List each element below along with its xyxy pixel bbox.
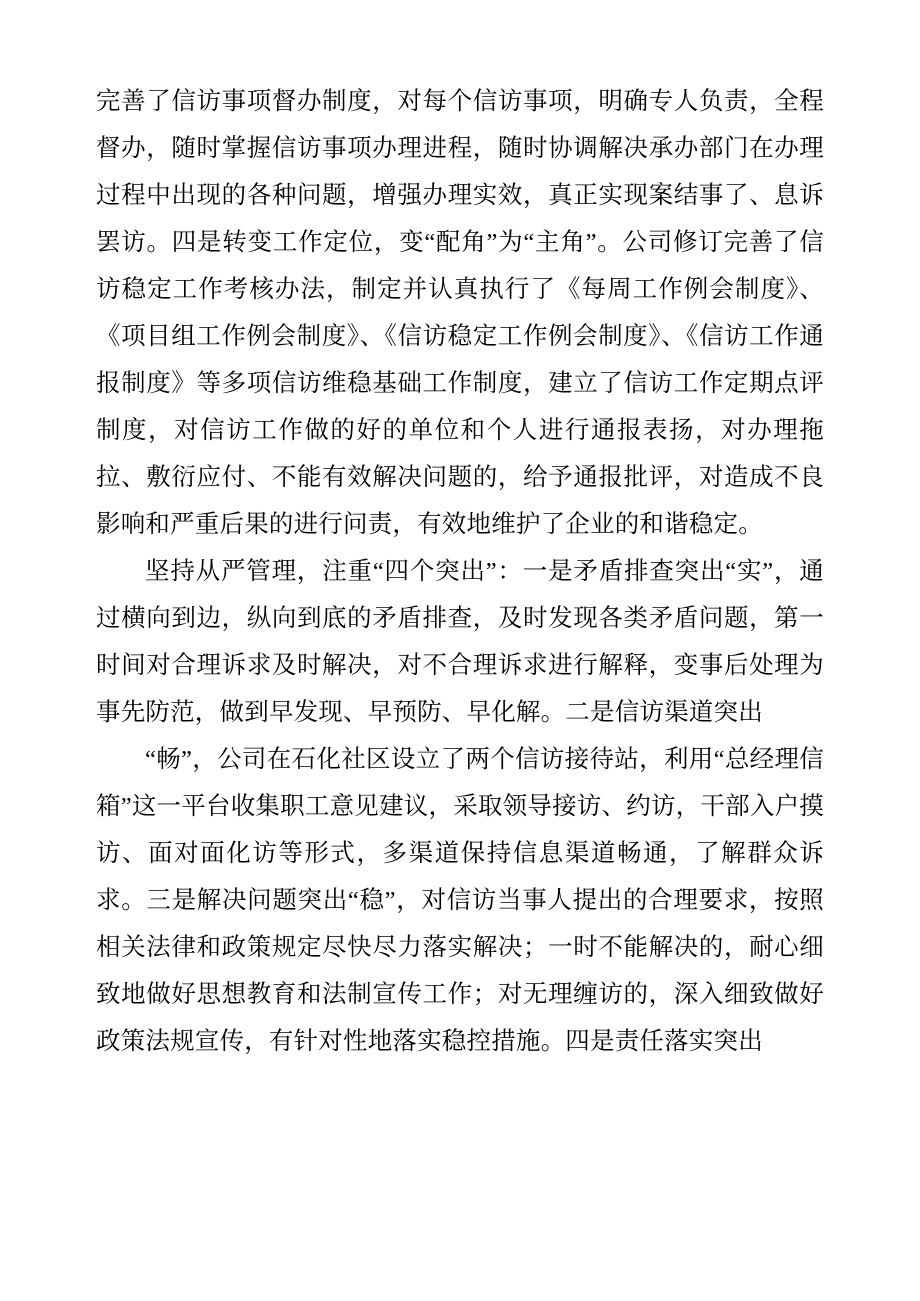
paragraph-2: 坚持从严管理，注重“四个突出”：一是矛盾排查突出“实”，通过横向到边，纵向到底的矛盾排查，及时发现各类矛盾问题，第一时间对合理诉求及时解决，对不合理诉求进行解释，变事后处理为事先防范，做到早发现、早预防、早化解。二是信访渠道突出: [96, 558, 824, 726]
paragraph-1: 完善了信访事项督办制度，对每个信访事项，明确专人负责，全程督办，随时掌握信访事项办理进程，随时协调解决承办部门在办理过程中出现的各种问题，增强办理实效，真正实现案结事了、息诉罢访。四是转变工作定位，变“配角”为“主角”。公司修订完善了信访稳定工作考核办法，制定并认真执行了《每周工作例会制度》、《项目组工作例会制度》、《信访稳定工作例会制度》、《信访工作通报制度》等多项信访维稳基础工作制度，建立了信访工作定期点评制度，对信访工作做的好的单位和个人进行通报表扬，对办理拖拉、敷衍应付、不能有效解决问题的，给予通报批评，对造成不良影响和严重后果的进行问责，有效地维护了企业的和谐稳定。: [96, 88, 824, 538]
document-body: [96, 78, 824, 1065]
paragraph-3: “畅”，公司在石化社区设立了两个信访接待站，利用“总经理信箱”这一平台收集职工意见建议，采取领导接访、约访，干部入户摸访、面对面化访等形式，多渠道保持信息渠道畅通，了解群众诉求。三是解决问题突出“稳”，对信访当事人提出的合理要求，按照相关法律和政策规定尽快尽力落实解决；一时不能解决的，耐心细致地做好思想教育和法制宣传工作；对无理缠访的，深入细致做好政策法规宣传，有针对性地落实稳控措施。四是责任落实突出: [96, 746, 824, 1055]
